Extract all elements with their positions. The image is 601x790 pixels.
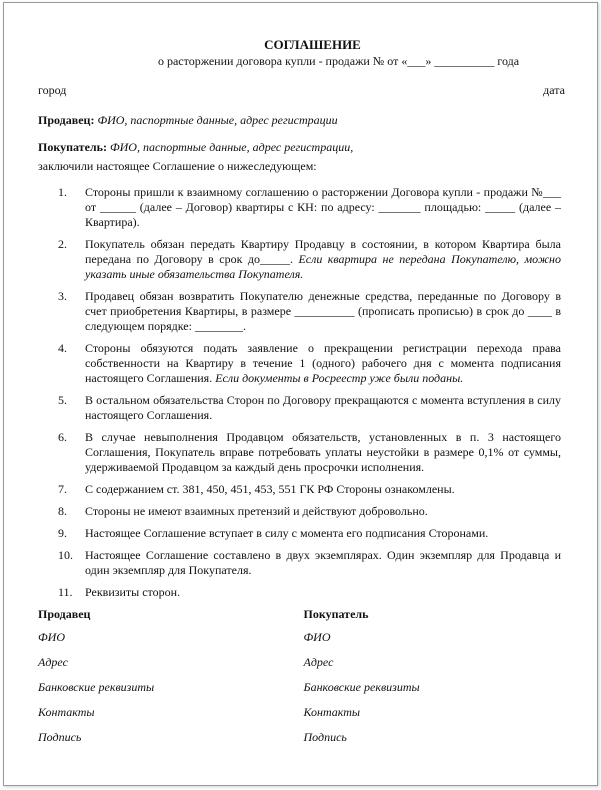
seller-requisites-heading: Продавец — [38, 607, 91, 621]
clause-item — [38, 430, 569, 475]
clause-text: Настоящее Соглашение составлено в двух экземплярах. Один экземпляр для Продавца и один экземпляр для Покупателя. — [85, 548, 561, 577]
buyer-address-field: Адрес — [303, 655, 334, 669]
clause-item — [38, 504, 569, 519]
clause-text: В остальном обязательства Сторон по Договору прекращаются с момента вступления в силу настоящего Соглашения. — [85, 393, 561, 422]
city-label: город — [38, 83, 67, 97]
clause-text: Реквизиты сторон. — [85, 585, 181, 599]
clause-text: Продавец обязан возвратить Покупателю денежные средства, переданные по Договору в счет приобретения Квартиры, в размере __________ (прописать прописью) в срок до ____ в следующем порядке: ________. — [85, 289, 561, 333]
buyer-details: ФИО, паспортные данные, адрес регистрации, — [109, 140, 354, 154]
clause-item — [38, 289, 569, 334]
clause-item — [38, 482, 569, 497]
clause-item — [38, 341, 569, 386]
clause-note: Если документы в Росреестр уже были поданы. — [215, 371, 464, 385]
clause-item — [38, 585, 569, 600]
buyer-label: Покупатель: — [38, 140, 107, 154]
clause-number: 7. — [58, 482, 67, 496]
clause-text: В случае невыполнения Продавцом обязательств, установленных в п. 3 настоящего Соглашения, Покупатель вправе потребовать уплаты неустойки в размере 0,1% от суммы, удерживаемой Продавцом за каждый день просрочки исполнения. — [85, 430, 561, 474]
clause-number: 4. — [58, 341, 67, 355]
document-subtitle: о расторжении договора купли - продажи № от «___» __________ года — [157, 54, 520, 68]
agreement-clauses — [38, 185, 569, 600]
city-date-row — [38, 83, 569, 98]
seller-name-field: ФИО — [38, 630, 65, 644]
buyer-name-field: ФИО — [303, 630, 331, 644]
clause-item — [38, 185, 569, 230]
clause-number: 3. — [58, 289, 67, 303]
intro-text: заключили настоящее Соглашение о нижеследующем: — [38, 159, 317, 173]
buyer-bank-field: Банковские реквизиты — [303, 680, 420, 694]
buyer-contacts-field: Контакты — [303, 705, 361, 719]
clause-item — [38, 393, 569, 423]
document-title: СОГЛАШЕНИЕ — [264, 37, 361, 52]
clause-number: 8. — [58, 504, 67, 518]
clause-number: 10. — [58, 548, 73, 562]
seller-signature-field: Подпись — [38, 730, 82, 744]
seller-label: Продавец: — [38, 113, 95, 127]
clause-item — [38, 526, 569, 541]
party-requisites — [38, 607, 569, 755]
buyer-party — [38, 140, 569, 155]
date-label: дата — [543, 83, 565, 97]
seller-address-field: Адрес — [38, 655, 68, 669]
buyer-requisites-heading: Покупатель — [303, 607, 369, 621]
clause-text: С содержанием ст. 381, 450, 451, 453, 551 ГК РФ Стороны ознакомлены. — [85, 482, 455, 496]
seller-party — [38, 113, 569, 128]
clause-text: Покупатель обязан передать Квартиру Продавцу в состоянии, в котором Квартира была передана по Договору в срок до_____. Если квартира не передана Покупателю, можно указать иные обязательства Покупателя. — [85, 237, 561, 281]
clause-note: Если квартира не передана Покупателю, можно указать иные обязательства Покупателя. — [85, 252, 561, 281]
clause-number: 9. — [58, 526, 67, 540]
clause-text: Стороны не имеют взаимных претензий и действуют добровольно. — [85, 504, 428, 518]
document-page — [3, 2, 598, 786]
seller-bank-field: Банковские реквизиты — [38, 680, 155, 694]
clause-number: 6. — [58, 430, 67, 444]
clause-number: 5. — [58, 393, 67, 407]
clause-text: Настоящее Соглашение вступает в силу с момента его подписания Сторонами. — [85, 526, 489, 540]
buyer-signature-field: Подпись — [303, 730, 347, 744]
clause-item — [38, 237, 569, 282]
clause-text: Стороны пришли к взаимному соглашению о расторжении Договора купли - продажи №___ от ______ (далее – Договор) квартиры с КН: по адресу: _______ площадью: _____ (далее – Квартира). — [85, 185, 561, 229]
clause-number: 11. — [58, 585, 73, 599]
seller-requisites — [38, 607, 304, 755]
clause-item — [38, 548, 569, 578]
buyer-requisites — [304, 607, 570, 755]
seller-contacts-field: Контакты — [38, 705, 95, 719]
seller-details: ФИО, паспортные данные, адрес регистрации — [97, 113, 338, 127]
clause-text: Стороны обязуются подать заявление о прекращении регистрации перехода права собственности на Квартиру в течение 1 (одного) рабочего дня с момента подписания настоящего Соглашения. Если документы в Росреестр уже были поданы. — [85, 341, 561, 385]
clause-number: 2. — [58, 237, 67, 251]
clause-number: 1. — [58, 185, 67, 199]
